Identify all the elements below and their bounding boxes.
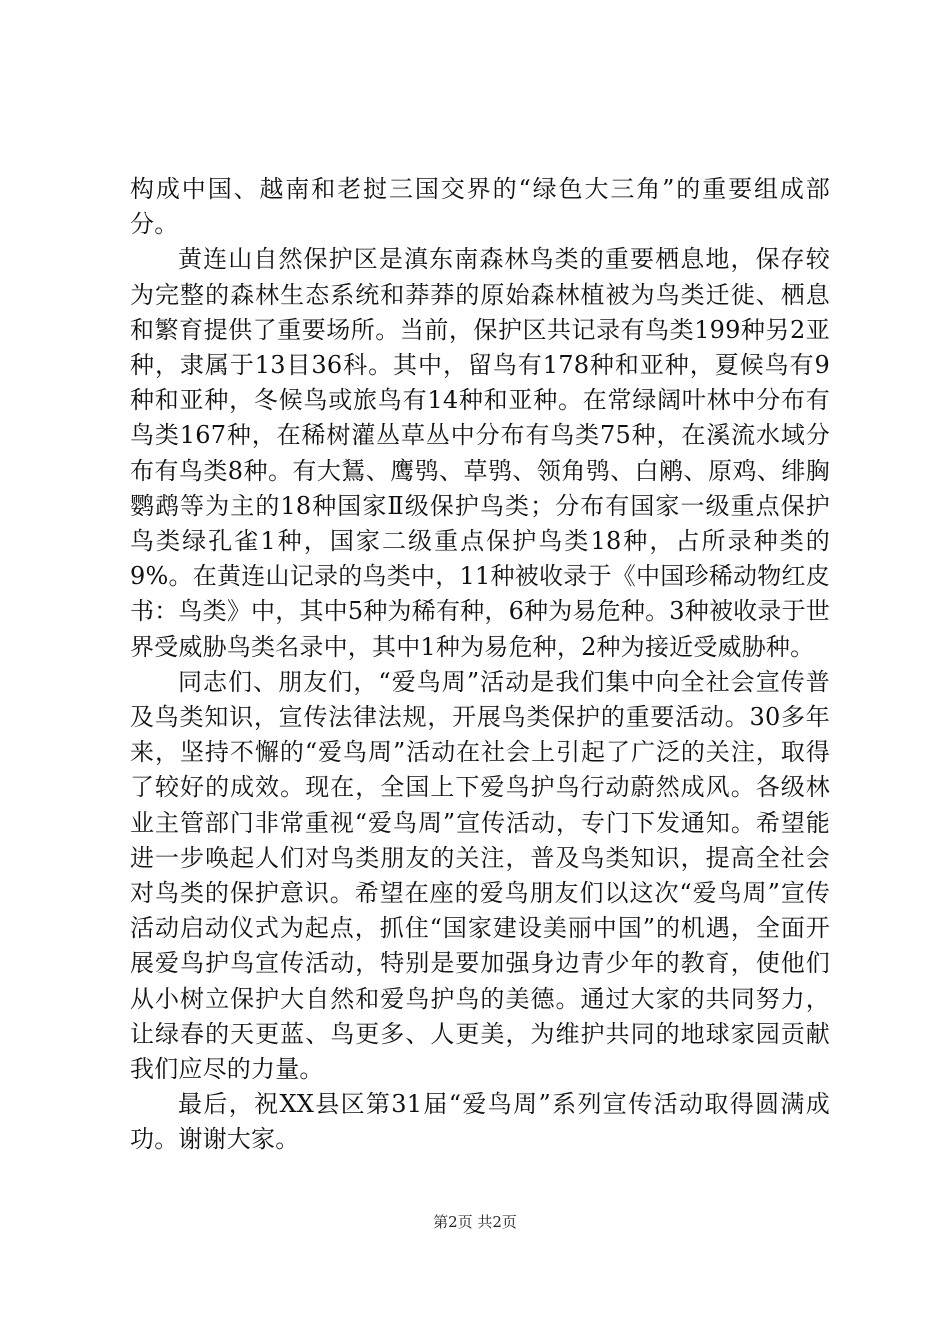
- paragraph-closing: 最后，祝XX县区第31届“爱鸟周”系列宣传活动取得圆满成功。谢谢大家。: [130, 1090, 830, 1154]
- paragraph-continuation: 构成中国、越南和老挝三国交界的“绿色大三角”的重要组成部分。: [130, 175, 830, 239]
- document-body: [130, 172, 830, 1158]
- paragraph-bird-survey: 黄连山自然保护区是滇东南森林鸟类的重要栖息地，保存较为完整的森林生态系统和莽莽的原始森林植被为鸟类迁徙、栖息和繁育提供了重要场所。当前，保护区共记录有鸟类199种另2亚种，隶属于13目36科。其中，留鸟有178种和亚种，夏候鸟有9种和亚种，冬候鸟或旅鸟有14种和亚种。在常绿阔叶林中分布有鸟类167种，在稀树灌丛草丛中分布有鸟类75种，在溪流水域分布有鸟类8种。有大鵟、鹰鸮、草鸮、领角鸮、白鹇、原鸡、绯胸鹦鹉等为主的18种国家Ⅱ级保护鸟类；分布有国家一级重点保护鸟类绿孔雀1种，国家二级重点保护鸟类18种，占所录种类的9%。在黄连山记录的鸟类中，11种被收录于《中国珍稀动物红皮书：鸟类》中，其中5种为稀有种，6种为易危种。3种被收录于世界受威胁鸟类名录中，其中1种为易危种，2种为接近受威胁种。: [130, 245, 830, 661]
- page-footer: 第2页 共2页: [433, 1213, 517, 1231]
- paragraph-bird-week: 同志们、朋友们，“爱鸟周”活动是我们集中向全社会宣传普及鸟类知识，宣传法律法规，开展鸟类保护的重要活动。30多年来，坚持不懈的“爱鸟周”活动在社会上引起了广泛的关注，取得了较好的成效。现在，全国上下爱鸟护鸟行动蔚然成风。各级林业主管部门非常重视“爱鸟周”宣传活动，专门下发通知。希望能进一步唤起人们对鸟类朋友的关注，普及鸟类知识，提高全社会对鸟类的保护意识。希望在座的爱鸟朋友们以这次“爱鸟周”宣传活动启动仪式为起点，抓住“国家建设美丽中国”的机遇，全面开展爱鸟护鸟宣传活动，特别是要加强身边青少年的教育，使他们从小树立保护大自然和爱鸟护鸟的美德。通过大家的共同努力，让绿春的天更蓝、鸟更多、人更美，为维护共同的地球家园贡献我们应尽的力量。: [130, 667, 830, 1084]
